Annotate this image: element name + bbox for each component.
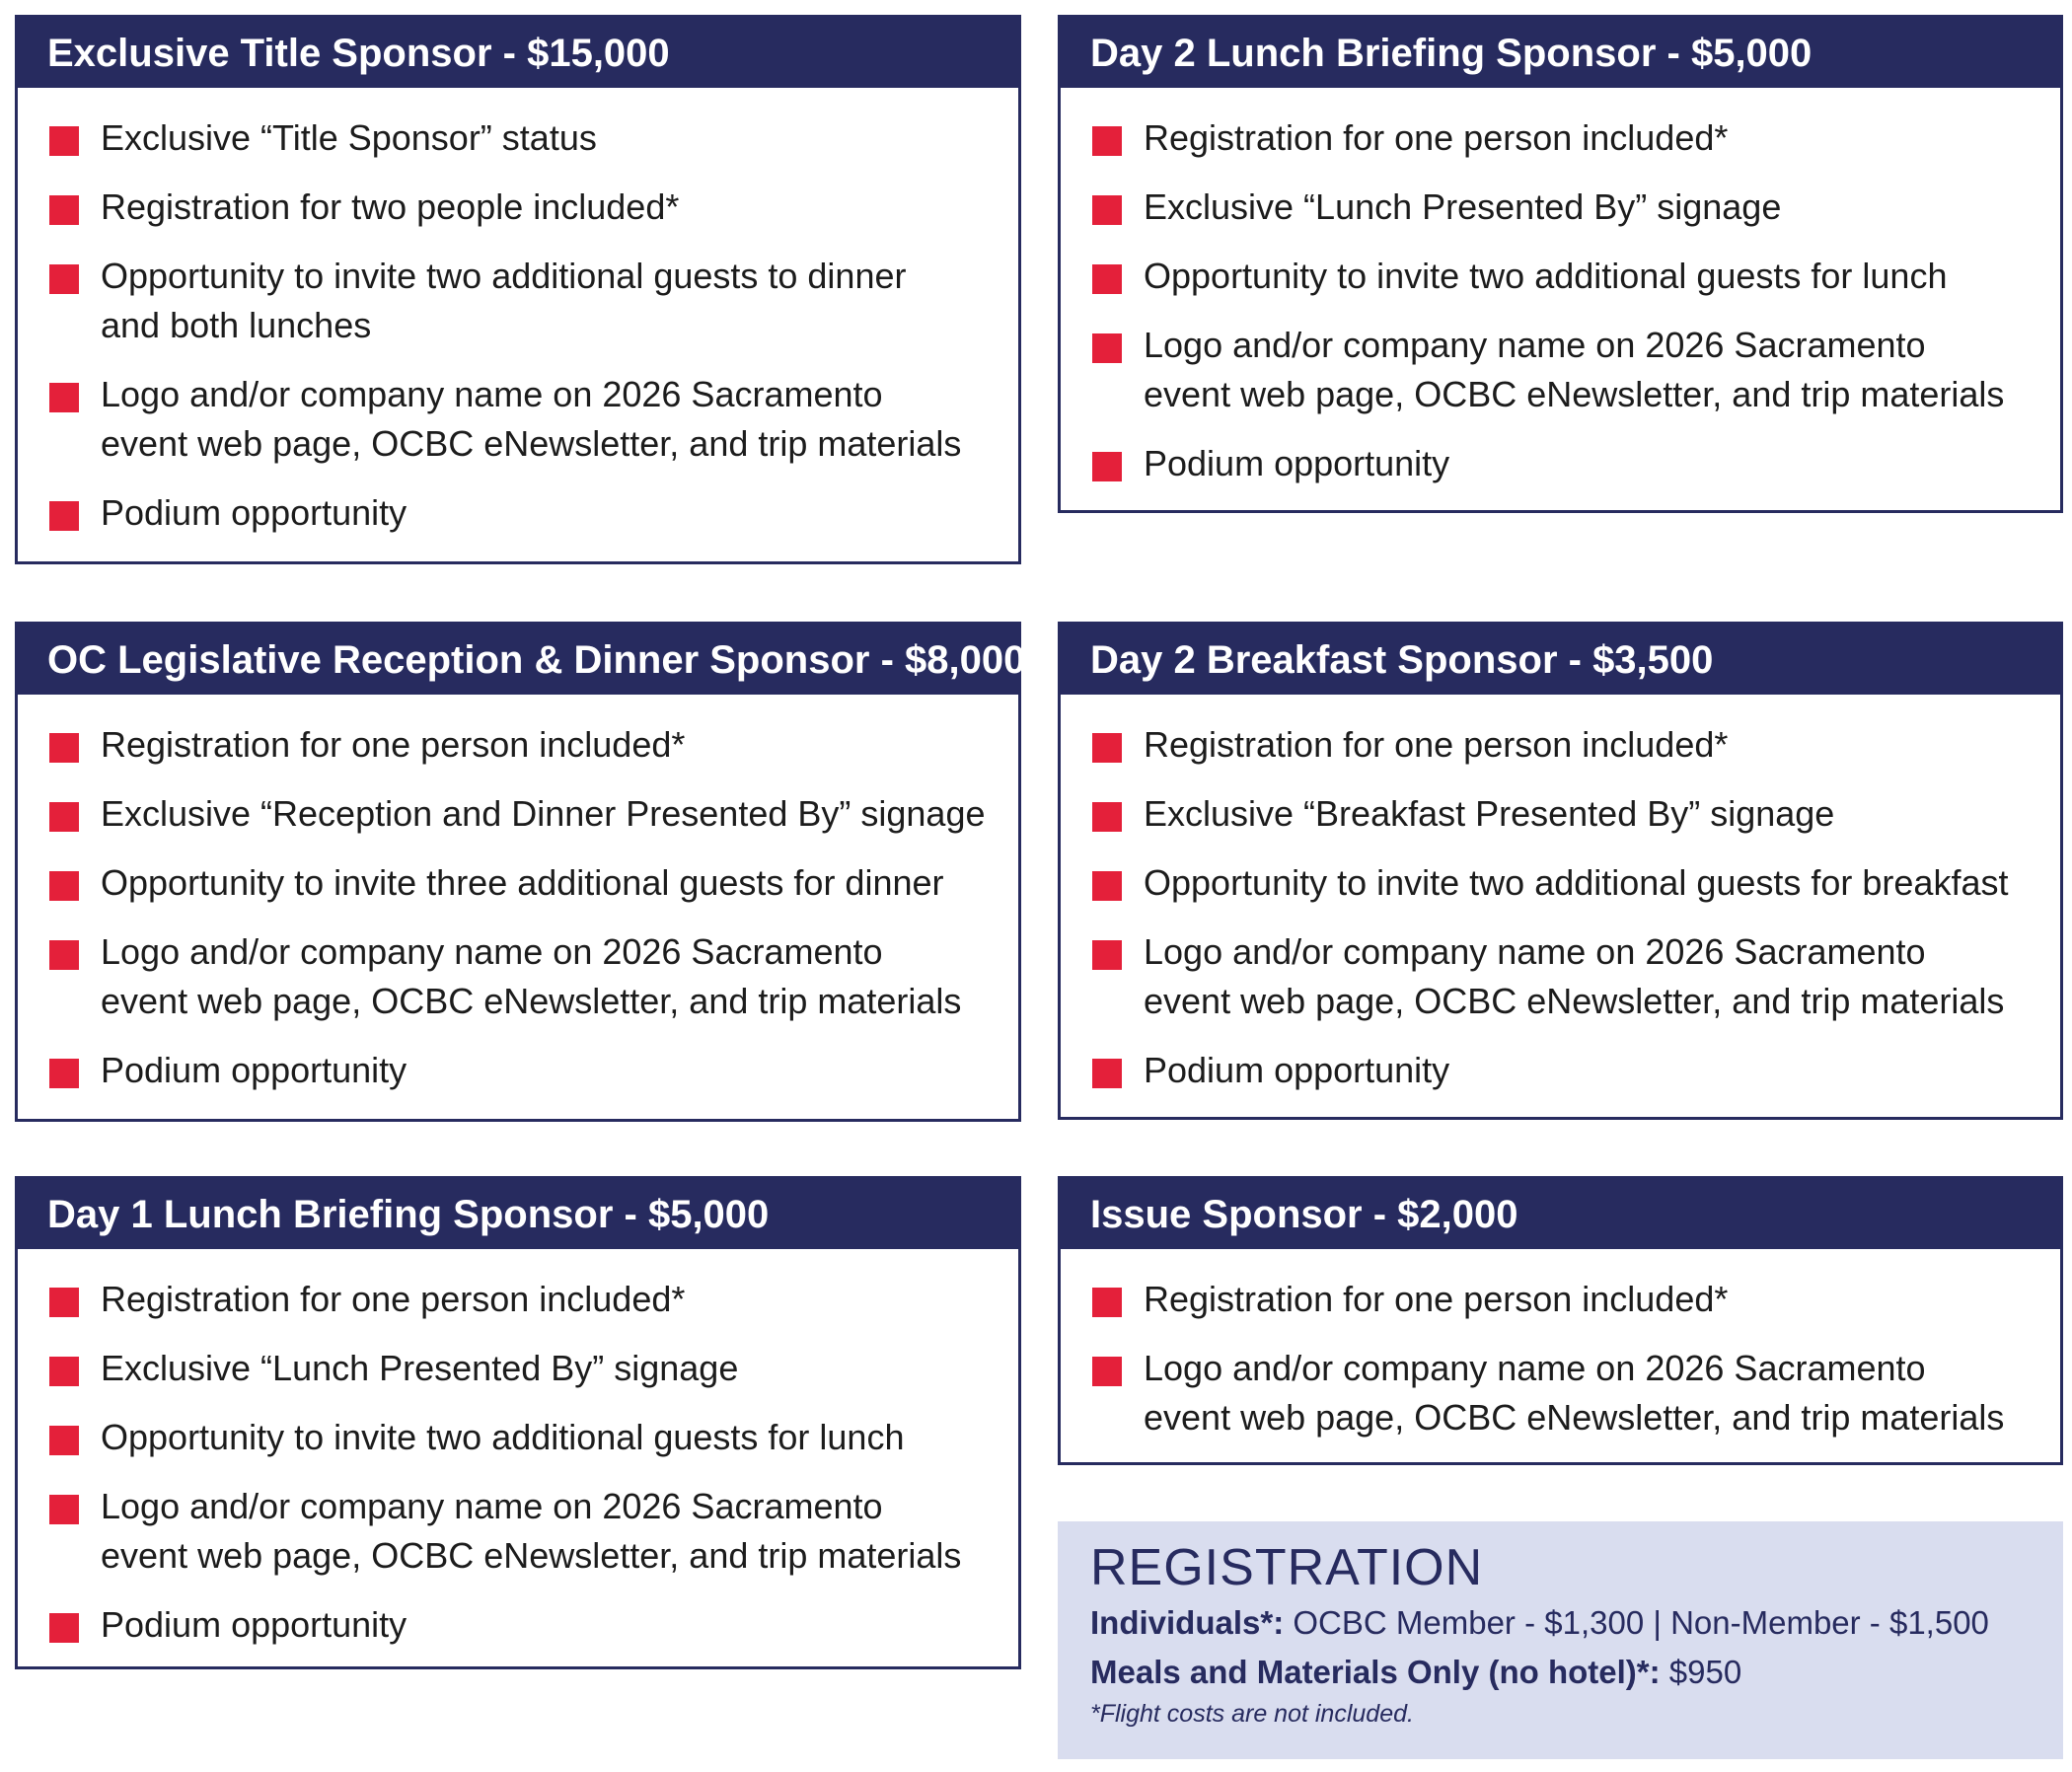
benefit-item bbox=[1092, 113, 2048, 163]
benefit-text: Opportunity to invite two additional guests for lunch bbox=[1144, 256, 1948, 296]
benefit-item bbox=[1092, 183, 2048, 232]
benefit-item bbox=[49, 789, 1006, 839]
red-square-bullet-icon bbox=[1092, 940, 1122, 970]
red-square-bullet-icon bbox=[1092, 1288, 1122, 1317]
red-square-bullet-icon bbox=[49, 940, 79, 970]
registration-individuals bbox=[1090, 1598, 2034, 1648]
benefit-item bbox=[1092, 321, 2048, 419]
red-square-bullet-icon bbox=[1092, 195, 1122, 225]
red-square-bullet-icon bbox=[49, 1059, 79, 1088]
benefit-text: Opportunity to invite three additional guests for dinner bbox=[101, 862, 944, 903]
benefit-text: Registration for one person included* bbox=[1144, 117, 1729, 158]
benefit-text: Exclusive “Breakfast Presented By” signage bbox=[1144, 793, 1835, 834]
benefit-list bbox=[1061, 88, 2060, 488]
benefit-item bbox=[49, 1046, 1006, 1095]
red-square-bullet-icon bbox=[49, 501, 79, 531]
red-square-bullet-icon bbox=[49, 871, 79, 901]
benefit-text: Logo and/or company name on 2026 Sacramento event web page, OCBC eNewsletter, and trip materials bbox=[1144, 931, 2005, 1021]
red-square-bullet-icon bbox=[1092, 452, 1122, 481]
benefit-text: Opportunity to invite two additional guests for lunch bbox=[101, 1417, 905, 1457]
benefit-item bbox=[1092, 1344, 2048, 1442]
benefit-item bbox=[49, 1344, 1006, 1393]
sponsor-card-day2-lunch bbox=[1058, 15, 2063, 513]
sponsor-card-day1-lunch-heading: Day 1 Lunch Briefing Sponsor - $5,000 bbox=[18, 1179, 1018, 1249]
benefit-list bbox=[1061, 1249, 2060, 1442]
benefit-item bbox=[49, 183, 1006, 232]
red-square-bullet-icon bbox=[49, 1288, 79, 1317]
red-square-bullet-icon bbox=[1092, 1059, 1122, 1088]
benefit-text: Logo and/or company name on 2026 Sacramento event web page, OCBC eNewsletter, and trip materials bbox=[101, 374, 962, 464]
red-square-bullet-icon bbox=[1092, 333, 1122, 363]
sponsor-card-title bbox=[15, 15, 1021, 564]
benefit-text: Registration for one person included* bbox=[101, 1279, 686, 1319]
benefit-item bbox=[1092, 252, 2048, 301]
benefit-list bbox=[18, 88, 1018, 538]
registration-individuals-label: Individuals*: bbox=[1090, 1604, 1285, 1641]
red-square-bullet-icon bbox=[1092, 1357, 1122, 1386]
benefit-item bbox=[49, 1482, 1006, 1581]
benefit-text: Opportunity to invite two additional guests to dinner and both lunches bbox=[101, 256, 907, 345]
registration-panel bbox=[1058, 1521, 2063, 1759]
benefit-item bbox=[49, 720, 1006, 770]
benefit-item bbox=[1092, 858, 2048, 908]
red-square-bullet-icon bbox=[1092, 733, 1122, 763]
benefit-list bbox=[1061, 695, 2060, 1095]
registration-meals bbox=[1090, 1648, 2034, 1697]
benefit-item bbox=[49, 113, 1006, 163]
red-square-bullet-icon bbox=[49, 126, 79, 156]
red-square-bullet-icon bbox=[49, 264, 79, 294]
benefit-list bbox=[18, 1249, 1018, 1650]
benefit-text: Logo and/or company name on 2026 Sacramento event web page, OCBC eNewsletter, and trip materials bbox=[1144, 1348, 2005, 1438]
benefit-list bbox=[18, 695, 1018, 1095]
benefit-text: Exclusive “Title Sponsor” status bbox=[101, 117, 597, 158]
benefit-text: Logo and/or company name on 2026 Sacramento event web page, OCBC eNewsletter, and trip materials bbox=[1144, 325, 2005, 414]
benefit-item bbox=[1092, 789, 2048, 839]
benefit-text: Podium opportunity bbox=[101, 1050, 407, 1090]
sponsor-card-title-heading: Exclusive Title Sponsor - $15,000 bbox=[18, 18, 1018, 88]
benefit-item bbox=[49, 252, 1006, 350]
sponsor-card-day2-breakfast-heading: Day 2 Breakfast Sponsor - $3,500 bbox=[1061, 625, 2060, 695]
red-square-bullet-icon bbox=[49, 1426, 79, 1455]
benefit-text: Podium opportunity bbox=[1144, 443, 1450, 483]
benefit-item bbox=[1092, 720, 2048, 770]
registration-individuals-value: OCBC Member - $1,300 | Non-Member - $1,500 bbox=[1293, 1604, 1989, 1641]
benefit-item bbox=[49, 1600, 1006, 1650]
benefit-item bbox=[49, 370, 1006, 469]
benefit-item bbox=[1092, 1046, 2048, 1095]
sponsor-card-reception-dinner-heading: OC Legislative Reception & Dinner Sponsor - $8,000 bbox=[18, 625, 1018, 695]
red-square-bullet-icon bbox=[49, 195, 79, 225]
benefit-item bbox=[49, 488, 1006, 538]
benefit-text: Podium opportunity bbox=[1144, 1050, 1450, 1090]
red-square-bullet-icon bbox=[49, 733, 79, 763]
red-square-bullet-icon bbox=[1092, 264, 1122, 294]
red-square-bullet-icon bbox=[49, 802, 79, 832]
sponsor-card-day2-lunch-heading: Day 2 Lunch Briefing Sponsor - $5,000 bbox=[1061, 18, 2060, 88]
benefit-item bbox=[1092, 439, 2048, 488]
benefit-text: Exclusive “Reception and Dinner Presented By” signage bbox=[101, 793, 986, 834]
sponsor-card-issue bbox=[1058, 1176, 2063, 1465]
benefit-item bbox=[49, 858, 1006, 908]
benefit-text: Exclusive “Lunch Presented By” signage bbox=[101, 1348, 739, 1388]
red-square-bullet-icon bbox=[1092, 871, 1122, 901]
benefit-text: Logo and/or company name on 2026 Sacramento event web page, OCBC eNewsletter, and trip materials bbox=[101, 931, 962, 1021]
benefit-text: Registration for two people included* bbox=[101, 186, 680, 227]
benefit-item bbox=[49, 1413, 1006, 1462]
red-square-bullet-icon bbox=[49, 383, 79, 412]
sponsor-card-issue-heading: Issue Sponsor - $2,000 bbox=[1061, 1179, 2060, 1249]
sponsor-card-day1-lunch bbox=[15, 1176, 1021, 1669]
benefit-text: Registration for one person included* bbox=[1144, 724, 1729, 765]
registration-meals-value: $950 bbox=[1668, 1654, 1742, 1690]
red-square-bullet-icon bbox=[49, 1357, 79, 1386]
benefit-item bbox=[49, 1275, 1006, 1324]
red-square-bullet-icon bbox=[1092, 126, 1122, 156]
benefit-text: Podium opportunity bbox=[101, 492, 407, 533]
registration-meals-label: Meals and Materials Only (no hotel)*: bbox=[1090, 1654, 1661, 1690]
benefit-text: Logo and/or company name on 2026 Sacramento event web page, OCBC eNewsletter, and trip materials bbox=[101, 1486, 962, 1576]
benefit-text: Opportunity to invite two additional guests for breakfast bbox=[1144, 862, 2009, 903]
red-square-bullet-icon bbox=[49, 1495, 79, 1524]
benefit-item bbox=[49, 927, 1006, 1026]
red-square-bullet-icon bbox=[1092, 802, 1122, 832]
registration-heading: REGISTRATION bbox=[1090, 1539, 1484, 1596]
benefit-item bbox=[1092, 1275, 2048, 1324]
benefit-text: Exclusive “Lunch Presented By” signage bbox=[1144, 186, 1782, 227]
benefit-text: Registration for one person included* bbox=[101, 724, 686, 765]
sponsor-card-reception-dinner bbox=[15, 622, 1026, 1122]
registration-footnote: *Flight costs are not included. bbox=[1090, 1700, 1414, 1728]
sponsor-card-day2-breakfast bbox=[1058, 622, 2063, 1120]
benefit-item bbox=[1092, 927, 2048, 1026]
benefit-text: Podium opportunity bbox=[101, 1604, 407, 1645]
benefit-text: Registration for one person included* bbox=[1144, 1279, 1729, 1319]
red-square-bullet-icon bbox=[49, 1613, 79, 1643]
